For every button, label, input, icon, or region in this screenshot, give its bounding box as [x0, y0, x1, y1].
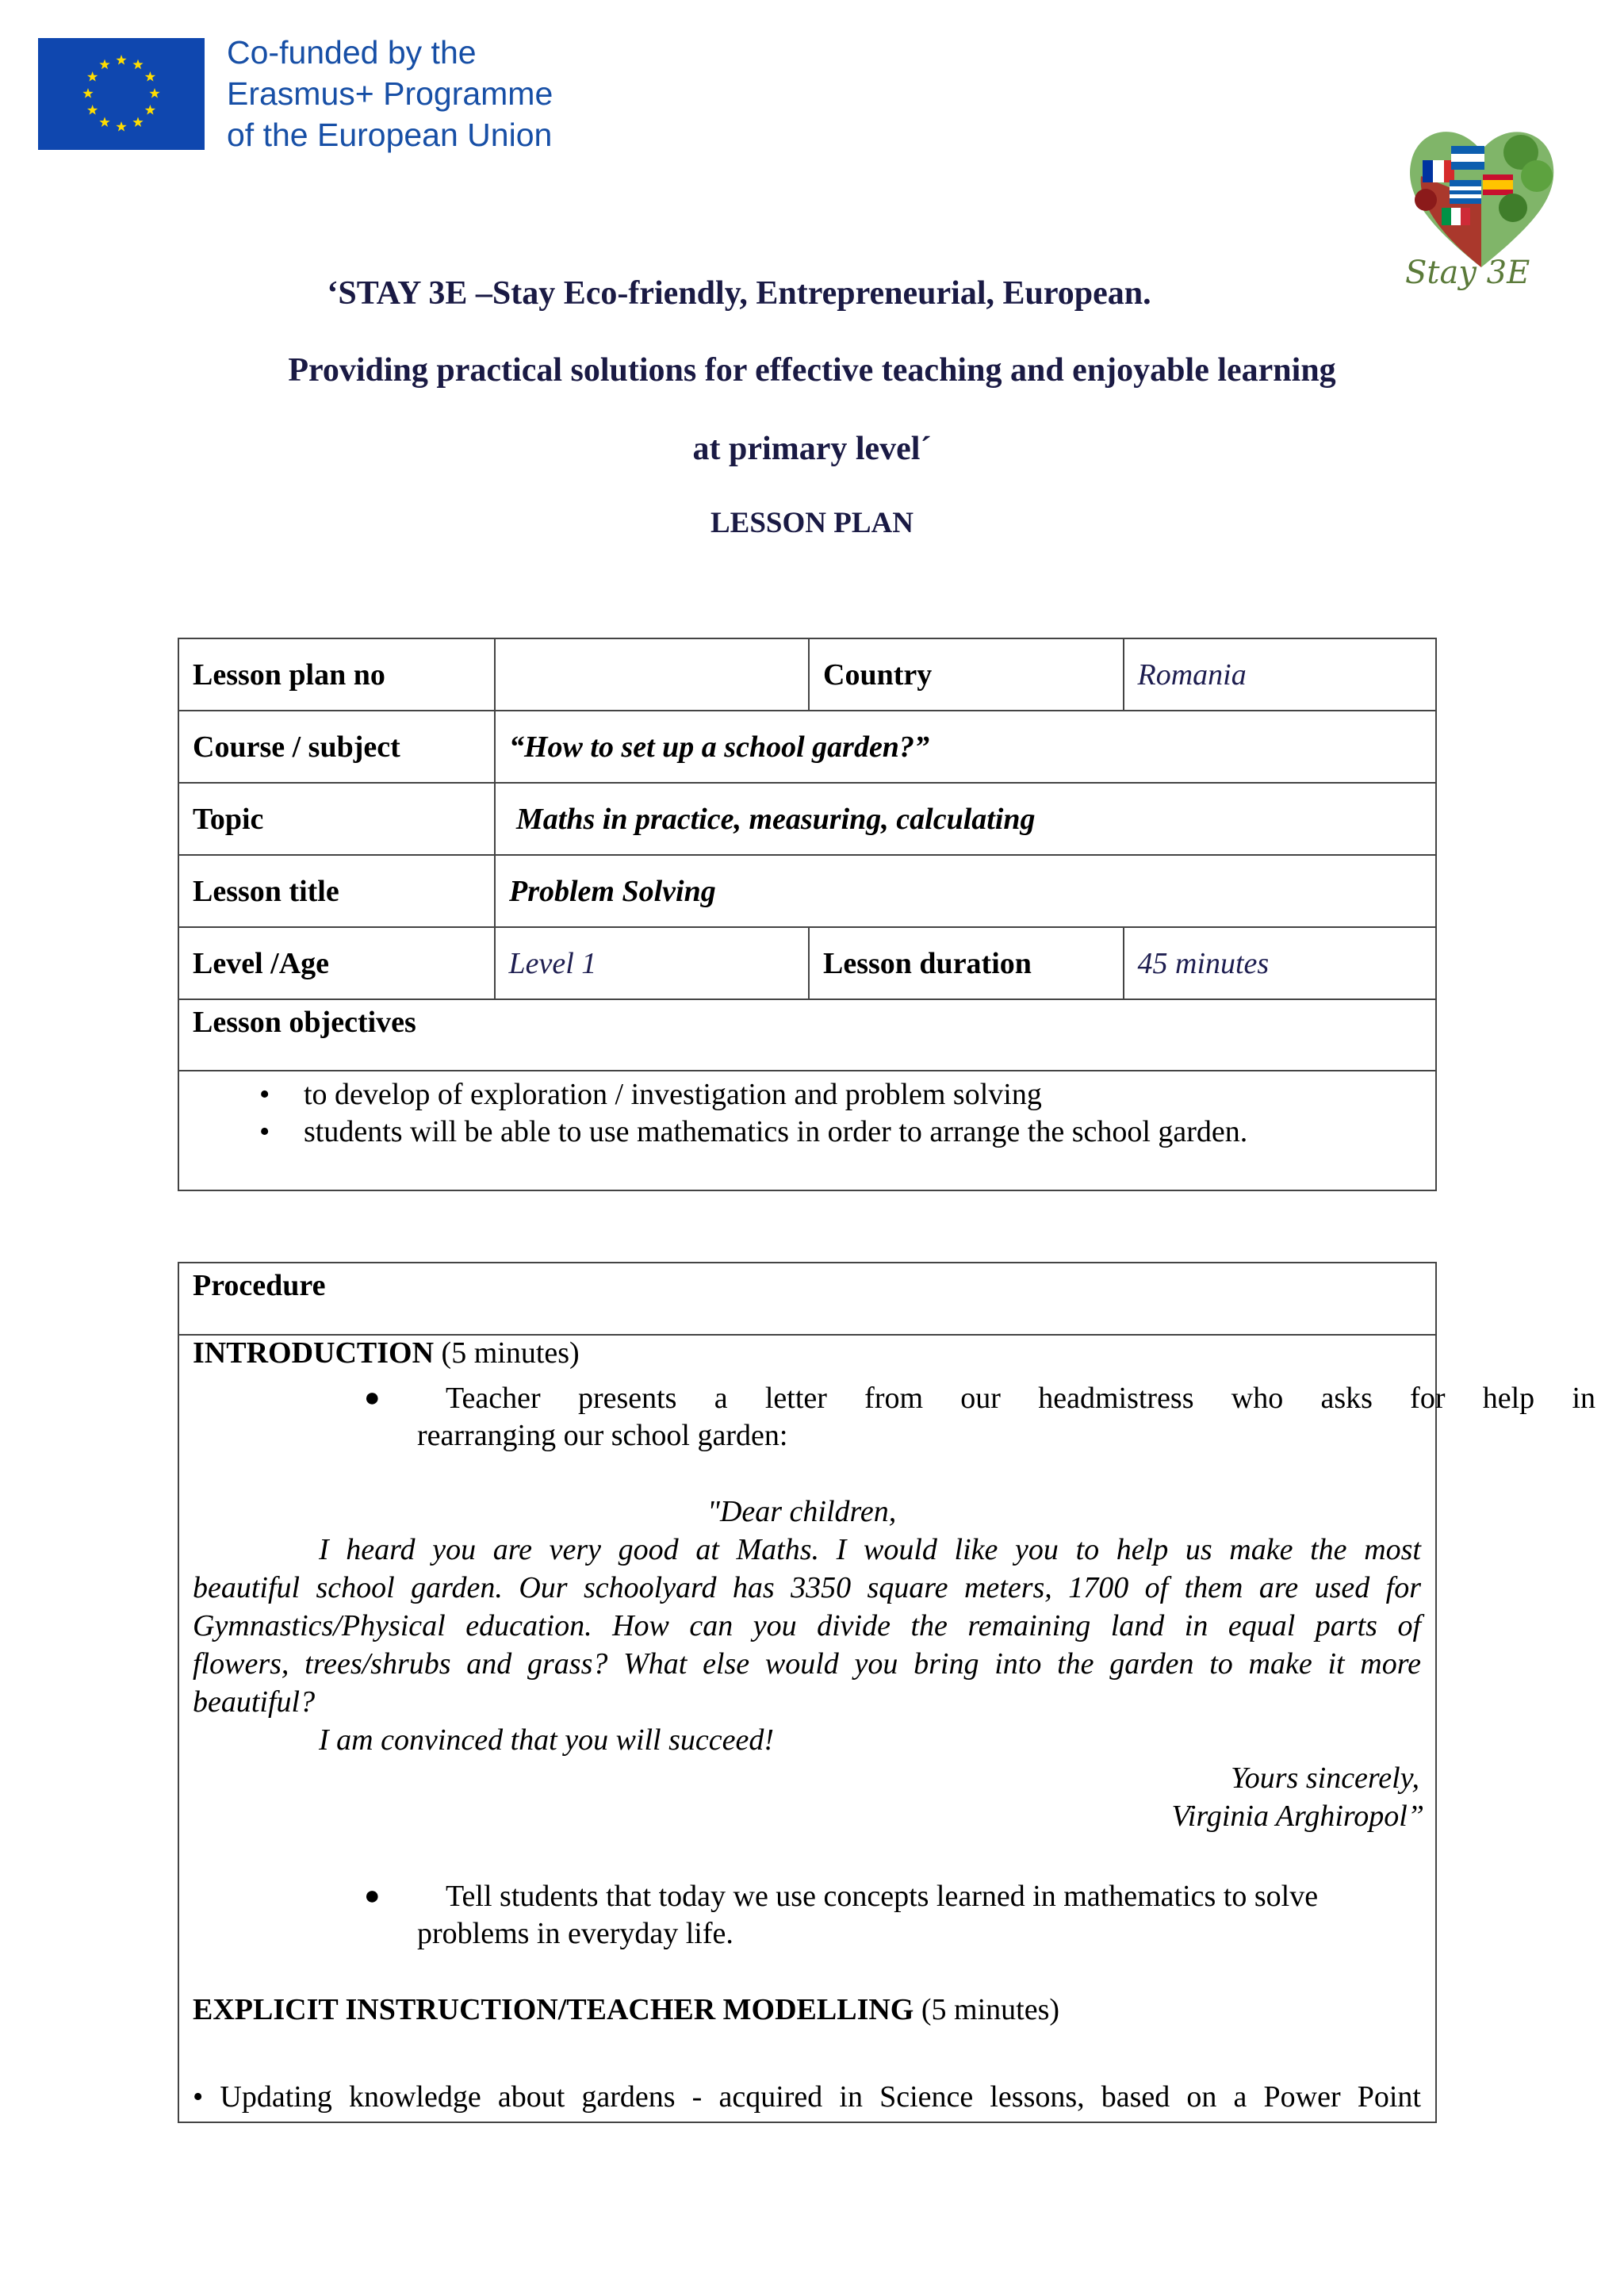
topic-label: Topic [193, 802, 264, 836]
eu-star-icon [145, 71, 155, 82]
funding-line-2: Erasmus+ Programme [227, 75, 553, 112]
project-title-line-1: ‘STAY 3E –Stay Eco-friendly, Entrepreneurial, European. [327, 275, 1151, 312]
introduction-heading [193, 1336, 580, 1370]
level-label: Level /Age [193, 946, 330, 980]
country-value: Romania [1123, 639, 1436, 710]
letter-signature: Virginia Arghiropol” [1171, 1800, 1424, 1833]
level-value: Level 1 [494, 928, 809, 999]
introduction-duration: (5 minutes) [441, 1336, 580, 1370]
explicit-instruction-heading [193, 1992, 1059, 2027]
objectives-list [193, 1076, 1422, 1151]
bullet-icon: ● [364, 1383, 381, 1412]
country-label: Country [808, 639, 1123, 710]
procedure-label: Procedure [193, 1269, 326, 1302]
table-row-plan-country [179, 639, 1435, 711]
eu-star-icon [132, 59, 143, 70]
funding-line-1: Co-funded by the [227, 34, 477, 71]
letter-line-3: Gymnastics/Physical education. How can you divide the remaining land in equal parts of [193, 1609, 1421, 1642]
letter-signoff: Yours sincerely, [1231, 1761, 1419, 1795]
table-row-course [179, 711, 1435, 784]
project-title-line-2: Providing practical solutions for effective teaching and enjoyable learning [288, 352, 1336, 389]
eu-star-icon [82, 88, 93, 98]
intro-bullet-1-line-1: Teacher presents a letter from our headmistress who asks for help in [446, 1382, 1595, 1415]
explicit-instruction-heading-text: EXPLICIT INSTRUCTION/TEACHER MODELLING [193, 1993, 914, 2026]
eu-star-icon [99, 117, 109, 127]
lesson-title-label: Lesson title [193, 874, 339, 908]
eu-star-icon [149, 88, 159, 98]
letter-closing-line: I am convinced that you will succeed! [319, 1723, 775, 1757]
eu-star-icon [116, 121, 126, 132]
stay-3e-logo-text: Stay 3E [1405, 255, 1530, 291]
eu-star-icon [132, 117, 143, 127]
funding-line-3: of the European Union [227, 117, 553, 153]
list-item: • students will be able to use mathematics in order to arrange the school garden. [193, 1114, 1422, 1151]
procedure-header-row [179, 1263, 1435, 1336]
bullet-icon: ● [364, 1881, 381, 1911]
funding-statement [227, 32, 639, 155]
course-label: Course / subject [193, 730, 400, 764]
duration-label: Lesson duration [808, 928, 1123, 999]
lesson-plan-no-label: Lesson plan no [193, 657, 385, 692]
intro-bullet-2-line-1: Tell students that today we use concepts learned in mathematics to solve [446, 1880, 1319, 1913]
table-row-topic [179, 784, 1435, 856]
letter-line-4: flowers, trees/shrubs and grass? What else would you bring into the garden to make it more [193, 1647, 1421, 1681]
stay-3e-heart-logo [1394, 105, 1568, 291]
eu-flag-logo [38, 38, 205, 150]
eu-star-icon [116, 55, 126, 65]
list-item: • to develop of exploration / investigation and problem solving [193, 1076, 1422, 1114]
course-value: “How to set up a school garden?” [494, 711, 1435, 782]
intro-bullet-2-line-2: problems in everyday life. [417, 1917, 733, 1950]
intro-bullet-1-line-2: rearranging our school garden: [417, 1419, 788, 1452]
project-title-line-3: at primary level´ [692, 431, 932, 467]
letter-line-5: beautiful? [193, 1685, 316, 1719]
table-row-level-duration [179, 928, 1435, 1000]
explicit-instruction-duration: (5 minutes) [921, 1993, 1060, 2026]
lesson-title-value: Problem Solving [494, 856, 1435, 926]
objectives-label: Lesson objectives [193, 1006, 416, 1039]
introduction-heading-text: INTRODUCTION [193, 1336, 435, 1370]
procedure-body [179, 1336, 1595, 2121]
letter-line-1: I heard you are very good at Maths. I would like you to help us make the most [319, 1533, 1421, 1566]
explicit-bullet-line: • Updating knowledge about gardens - acquired in Science lessons, based on a Power Point [193, 2080, 1421, 2114]
procedure-table [178, 1262, 1595, 2123]
eu-star-icon [99, 59, 109, 70]
objectives-body [179, 1071, 1435, 1182]
eu-stars-icon [38, 38, 205, 150]
letter-greeting: "Dear children, [707, 1495, 897, 1528]
document-type-heading: LESSON PLAN [710, 507, 914, 539]
lesson-info-table [178, 638, 1437, 1191]
lesson-plan-no-value [494, 639, 809, 710]
topic-value: Maths in practice, measuring, calculating [494, 784, 1435, 854]
letter-line-2: beautiful school garden. Our schoolyard has 3350 square meters, 1700 of them are used for [193, 1571, 1421, 1604]
eu-star-icon [145, 105, 155, 115]
table-row-objectives-header [179, 1000, 1435, 1071]
eu-flag [38, 38, 205, 150]
table-row-lesson-title [179, 856, 1435, 928]
eu-star-icon [87, 105, 98, 115]
duration-value: 45 minutes [1123, 928, 1436, 999]
eu-star-icon [87, 71, 98, 82]
